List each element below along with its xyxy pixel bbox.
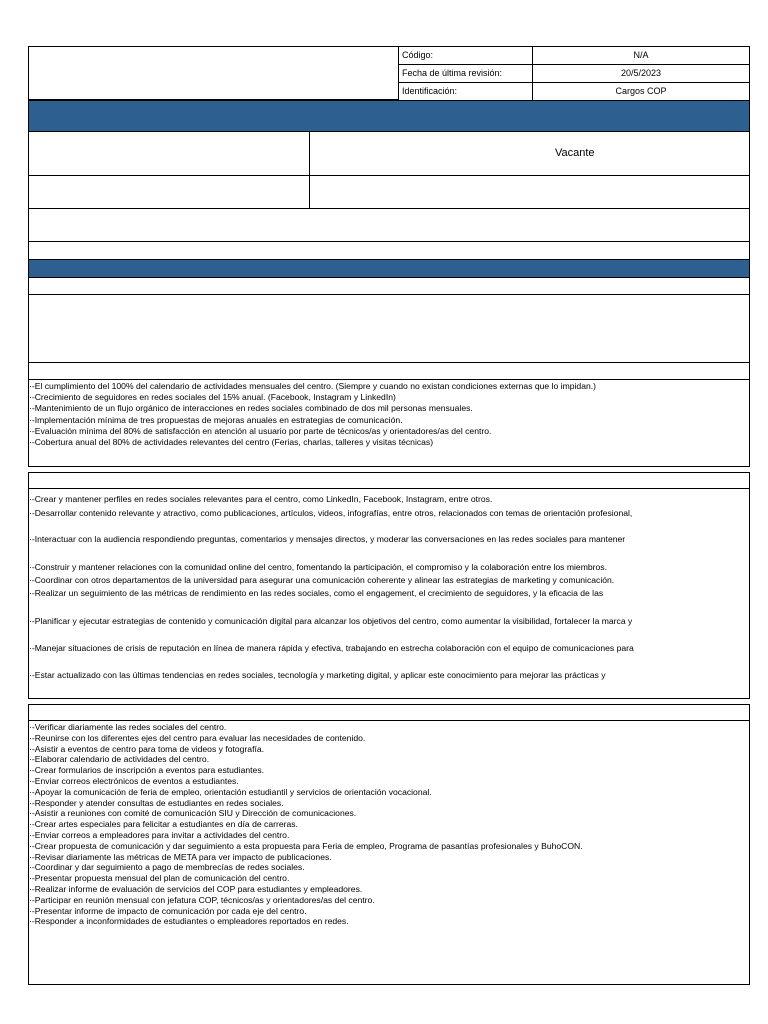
list-item: ·-Enviar correos a empleadores para invitar a actividades del centro. — [29, 829, 290, 840]
list-item: ·-Estar actualizado con las últimas tendencias en redes sociales, tecnología y marketing digital, y aplicar este conocimiento para mejorar las prácticas y — [29, 670, 606, 680]
vacante-text: Vacante — [555, 147, 595, 159]
list-item: ·-Desarrollar contenido relevante y atractivo, como publicaciones, artículos, videos, infografías, entre otros, relacionados con temas de orientación profesional, — [29, 508, 633, 518]
list-item: ·-Verificar diariamente las redes sociales del centro. — [29, 722, 227, 732]
list-item: ·-Construir y mantener relaciones con la comunidad online del centro, fomentando la participación, el compromiso y la colaboración entre los miembros. — [29, 562, 607, 572]
identificacion-value: Cargos COP — [532, 82, 750, 101]
codigo-label: Código: — [398, 46, 533, 65]
list-item: ·-Elaborar calendario de actividades del centro. — [29, 754, 210, 765]
list-item: ·-Reunirse con los diferentes ejes del centro para evaluar las necesidades de contenido. — [29, 732, 366, 743]
list-item: ·-Mantenimiento de un flujo orgánico de interacciones en redes sociales combinado de dos mil personas mensuales. — [29, 403, 473, 414]
list-item: ·-Enviar correos electrónicos de eventos a estudiantes. — [29, 775, 239, 786]
list-item: ·-Presentar informe de impacto de comunicación por cada eje del centro. — [29, 905, 307, 916]
list-item: ·-Revisar diariamente las métricas de META para ver impacto de publicaciones. — [29, 851, 332, 862]
list-item: ·-Crear artes especiales para felicitar a estudiantes en día de carreras. — [29, 819, 298, 830]
list-item: ·-Interactuar con la audiencia respondiendo preguntas, comentarios y mensajes directos, y moderar las conversaciones en las redes sociales para mantener — [29, 534, 626, 544]
list-item: ·-Coordinar y dar seguimiento a pago de membrecías de redes sociales. — [29, 862, 305, 873]
list-item: ·-Evaluación mínima del 80% de satisfacción en atención al usuario por parte de técnicos/as y orientadores/as del centro. — [29, 425, 492, 436]
list-item: ·-Crear propuesta de comunicación y dar seguimiento a esta propuesta para Feria de empleo, Programa de pasantías profesionales y BuhoCON. — [29, 840, 583, 851]
list-item: ·-Crecimiento de seguidores en redes sociales del 15% anual. (Facebook, Instagram y LinkedIn) — [29, 392, 396, 403]
tareas-list — [29, 722, 750, 927]
list-item: ·-Implementación mínima de tres propuestas de mejoras anuales en estrategias de comunicación. — [29, 414, 403, 425]
list-item: ·-Coordinar con otros departamentos de la universidad para asegurar una comunicación coherente y alinear las estrategias de marketing y comunicación. — [29, 575, 615, 585]
list-item: ·-Asistir a eventos de centro para toma de videos y fotografía. — [29, 743, 265, 754]
fecha-label: Fecha de última revisión: — [398, 64, 533, 83]
list-item: ·-Crear formularios de inscripción a eventos para estudiantes. — [29, 765, 265, 776]
identificacion-label: Identificación: — [398, 82, 533, 101]
tareas-header-cell — [28, 704, 750, 721]
list-item: ·-Presentar propuesta mensual del plan de comunicación del centro. — [29, 873, 290, 884]
list-item: ·-Cobertura anual del 80% de actividades relevantes del centro (Ferias, charlas, talleres y visitas técnicas) — [29, 436, 434, 447]
list-item: ·-Apoyar la comunicación de feria de empleo, orientación estudiantil y servicios de orientación vocacional. — [29, 786, 432, 797]
list-item: ·-Participar en reunión mensual con jefatura COP, técnicos/as y orientadores/as del centro. — [29, 894, 375, 905]
list-item: ·-Asistir a reuniones con comité de comunicación SIU y Dirección de comunicaciones. — [29, 808, 357, 819]
list-item: ·-El cumplimiento del 100% del calendario de actividades mensuales del centro. (Siempre y cuando no existan condiciones externas que lo impidan.) — [29, 381, 597, 391]
fecha-value: 20/5/2023 — [532, 64, 750, 83]
list-item: ·-Realizar un seguimiento de las métricas de rendimiento en las redes sociales, como el engagement, el crecimiento de seguidores, y la eficacia de las — [29, 588, 604, 598]
list-item: ·-Responder a inconformidades de estudiantes o empleadores reportados en redes. — [29, 916, 349, 927]
list-item: ·-Crear y mantener perfiles en redes sociales relevantes para el centro, como LinkedIn, Facebook, Instagram, entre otros. — [29, 494, 493, 504]
list-item: ·-Manejar situaciones de crisis de reputación en línea de manera rápida y efectiva, trabajando en estrecha colaboración con el equipo de comunicaciones para — [29, 643, 634, 653]
codigo-value: N/A — [532, 46, 750, 65]
list-item: ·-Responder y atender consultas de estudiantes en redes sociales. — [29, 797, 284, 808]
list-item: ·-Realizar informe de evaluación de servicios del COP para estudiantes y empleadores. — [29, 883, 363, 894]
list-item: ·-Planificar y ejecutar estrategias de contenido y comunicación digital para alcanzar los objetivos del centro, como aumentar la visibilidad, fortalecer la marca y — [29, 616, 633, 626]
